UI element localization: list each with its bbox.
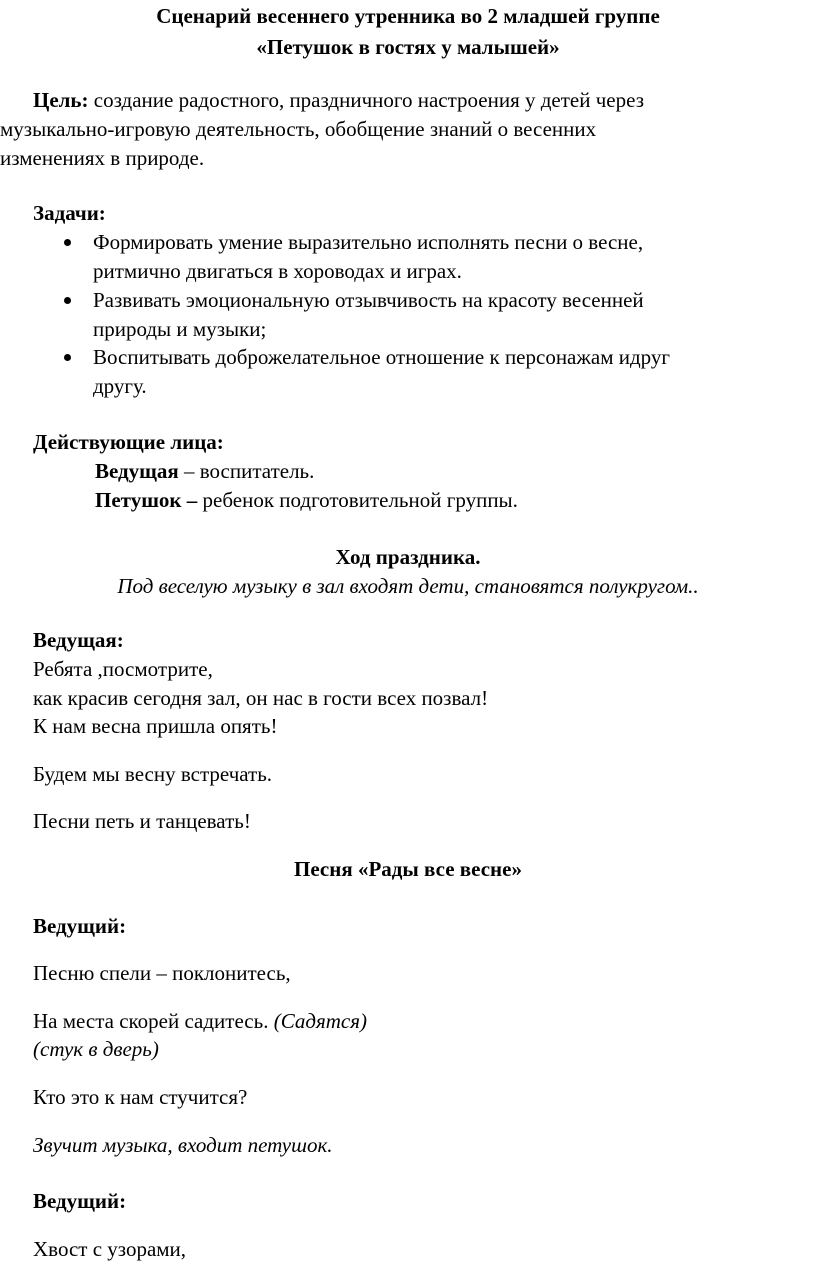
host3-line-1: Хвост с узорами, [33,1237,187,1261]
task-2-line-1: Развивать эмоциональную отзывчивость на красоту весенней [93,288,644,312]
course-heading: Ход праздника. [335,545,481,569]
title-line-2: «Петушок в гостях у малышей» [256,35,560,59]
title-line-1: Сценарий весеннего утренника во 2 младшей группе [156,4,660,28]
goal-text-1: создание радостного, праздничного настроения у детей через [88,88,644,112]
task-1-line-2: ритмично двигаться в хороводах и играх. [93,259,462,283]
character-rooster [95,486,518,514]
host1-line-1: Ребята ,посмотрите, [33,657,213,681]
goal-line-2: музыкально-игровую деятельность, обобщение знаний о весенних [0,117,597,141]
host2-line-3: Кто это к нам стучится? [33,1085,248,1109]
goal-line-3: изменениях в природе. [0,146,205,170]
bullet-icon [64,354,71,361]
song-title: Песня «Рады все весне» [294,857,522,881]
task-3-line-2: другу. [93,374,147,398]
host1-line-4: Будем мы весну встречать. [33,762,273,786]
host2-line-2-text: На места скорей садитесь. [33,1009,274,1033]
host2-line-2-direction: (Садятся) [273,1009,367,1033]
host2-line-2 [33,1007,367,1035]
host1-line-2: как красив сегодня зал, он нас в гости всех позвал! [33,686,489,710]
bullet-icon [64,297,71,304]
character-host-desc: – воспитатель. [178,459,315,483]
host1-line-3: К нам весна пришла опять! [33,714,278,738]
goal-line-1 [33,86,644,114]
music-direction: Звучит музыка, входит петушок. [33,1133,333,1157]
character-host [95,457,314,485]
character-host-name: Ведущая [95,459,179,483]
characters-label: Действующие лица: [33,430,224,454]
bullet-icon [64,239,71,246]
knock-direction: (стук в дверь) [33,1037,159,1061]
host3-label: Ведущий: [33,1189,127,1213]
task-1-line-1: Формировать умение выразительно исполнять песни о весне, [93,230,644,254]
task-2-line-2: природы и музыки; [93,317,267,341]
host2-label: Ведущий: [33,914,127,938]
goal-label: Цель: [33,88,89,112]
task-3-line-1: Воспитывать доброжелательное отношение к персонажам идруг [93,345,671,369]
host2-line-1: Песню спели – поклонитесь, [33,961,291,985]
host1-label: Ведущая: [33,628,124,652]
host1-line-5: Песни петь и танцевать! [33,809,251,833]
character-rooster-desc: ребенок подготовительной группы. [197,488,518,512]
character-rooster-name: Петушок – [95,488,198,512]
course-direction: Под веселую музыку в зал входят дети, становятся полукругом.. [117,574,699,598]
tasks-label: Задачи: [33,201,106,225]
